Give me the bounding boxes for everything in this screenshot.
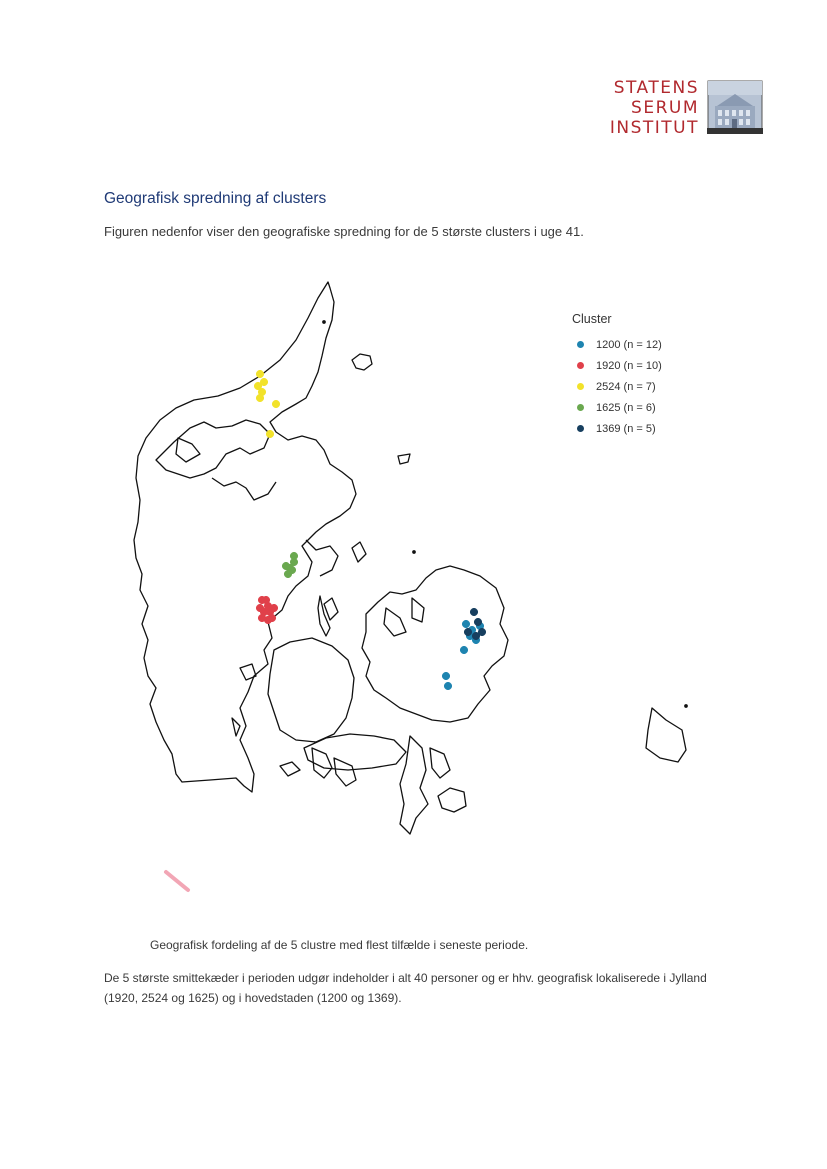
jutland-outline [134,282,356,792]
cluster-point-1369 [464,628,472,636]
section-heading: Geografisk spredning af clusters [104,190,327,207]
legend-item [572,397,662,418]
institute-logo-text [610,78,699,138]
legend-item [572,376,662,397]
logo-line-2: SERUM [631,98,699,118]
figure-caption: Geografisk fordeling af de 5 clustre med flest tilfælde i seneste periode. [150,938,529,952]
cluster-point-1625 [288,566,296,574]
institute-building-logo-icon [707,80,763,134]
intro-text: Figuren nedenfor viser den geografiske spredning for de 5 største clusters i uge 41. [104,224,584,239]
legend-label: 1200 (n = 12) [596,338,662,351]
legend-marker-1920 [577,362,584,369]
legend-title: Cluster [572,312,612,326]
legend-item [572,418,662,439]
cluster-point-1200 [462,620,470,628]
body-paragraph: De 5 største smittekæder i perioden udgør indeholder i alt 40 personer og er hhv. geografisk lokaliserede i Jylland (1920, 2524 og 1625) og i hovedstaden (1200 og 1369). [104,971,707,1005]
cluster-point-1625 [290,552,298,560]
legend-marker-1369 [577,425,584,432]
cluster-point-2524 [256,394,264,402]
legend-marker-1625 [577,404,584,411]
funen-outline [268,638,354,742]
legend-label: 1369 (n = 5) [596,422,656,435]
legend-item [572,334,662,355]
legend-marker-2524 [577,383,584,390]
scan-artifact-mark [162,868,194,894]
cluster-point-2524 [266,430,274,438]
legend-marker-1200 [577,341,584,348]
legend-label: 1625 (n = 6) [596,401,656,414]
cluster-point-1369 [472,632,480,640]
cluster-point-2524 [256,370,264,378]
legend-item [572,355,662,376]
cluster-point-2524 [272,400,280,408]
logo-line-1: STATENS [613,78,699,98]
zealand-outline [362,566,508,722]
map-legend [572,312,662,439]
cluster-point-1200 [444,682,452,690]
cluster-point-2524 [260,378,268,386]
cluster-point-1920 [268,614,276,622]
cluster-point-1920 [256,604,264,612]
bornholm-outline [646,708,686,762]
cluster-point-1369 [474,618,482,626]
cluster-point-1920 [270,604,278,612]
cluster-point-1369 [470,608,478,616]
logo-line-3: INSTITUT [609,118,699,138]
lolland-falster-outline [304,734,406,770]
legend-label: 2524 (n = 7) [596,380,656,393]
cluster-point-1920 [262,596,270,604]
cluster-point-1200 [442,672,450,680]
legend-label: 1920 (n = 10) [596,359,662,372]
cluster-point-1200 [460,646,468,654]
